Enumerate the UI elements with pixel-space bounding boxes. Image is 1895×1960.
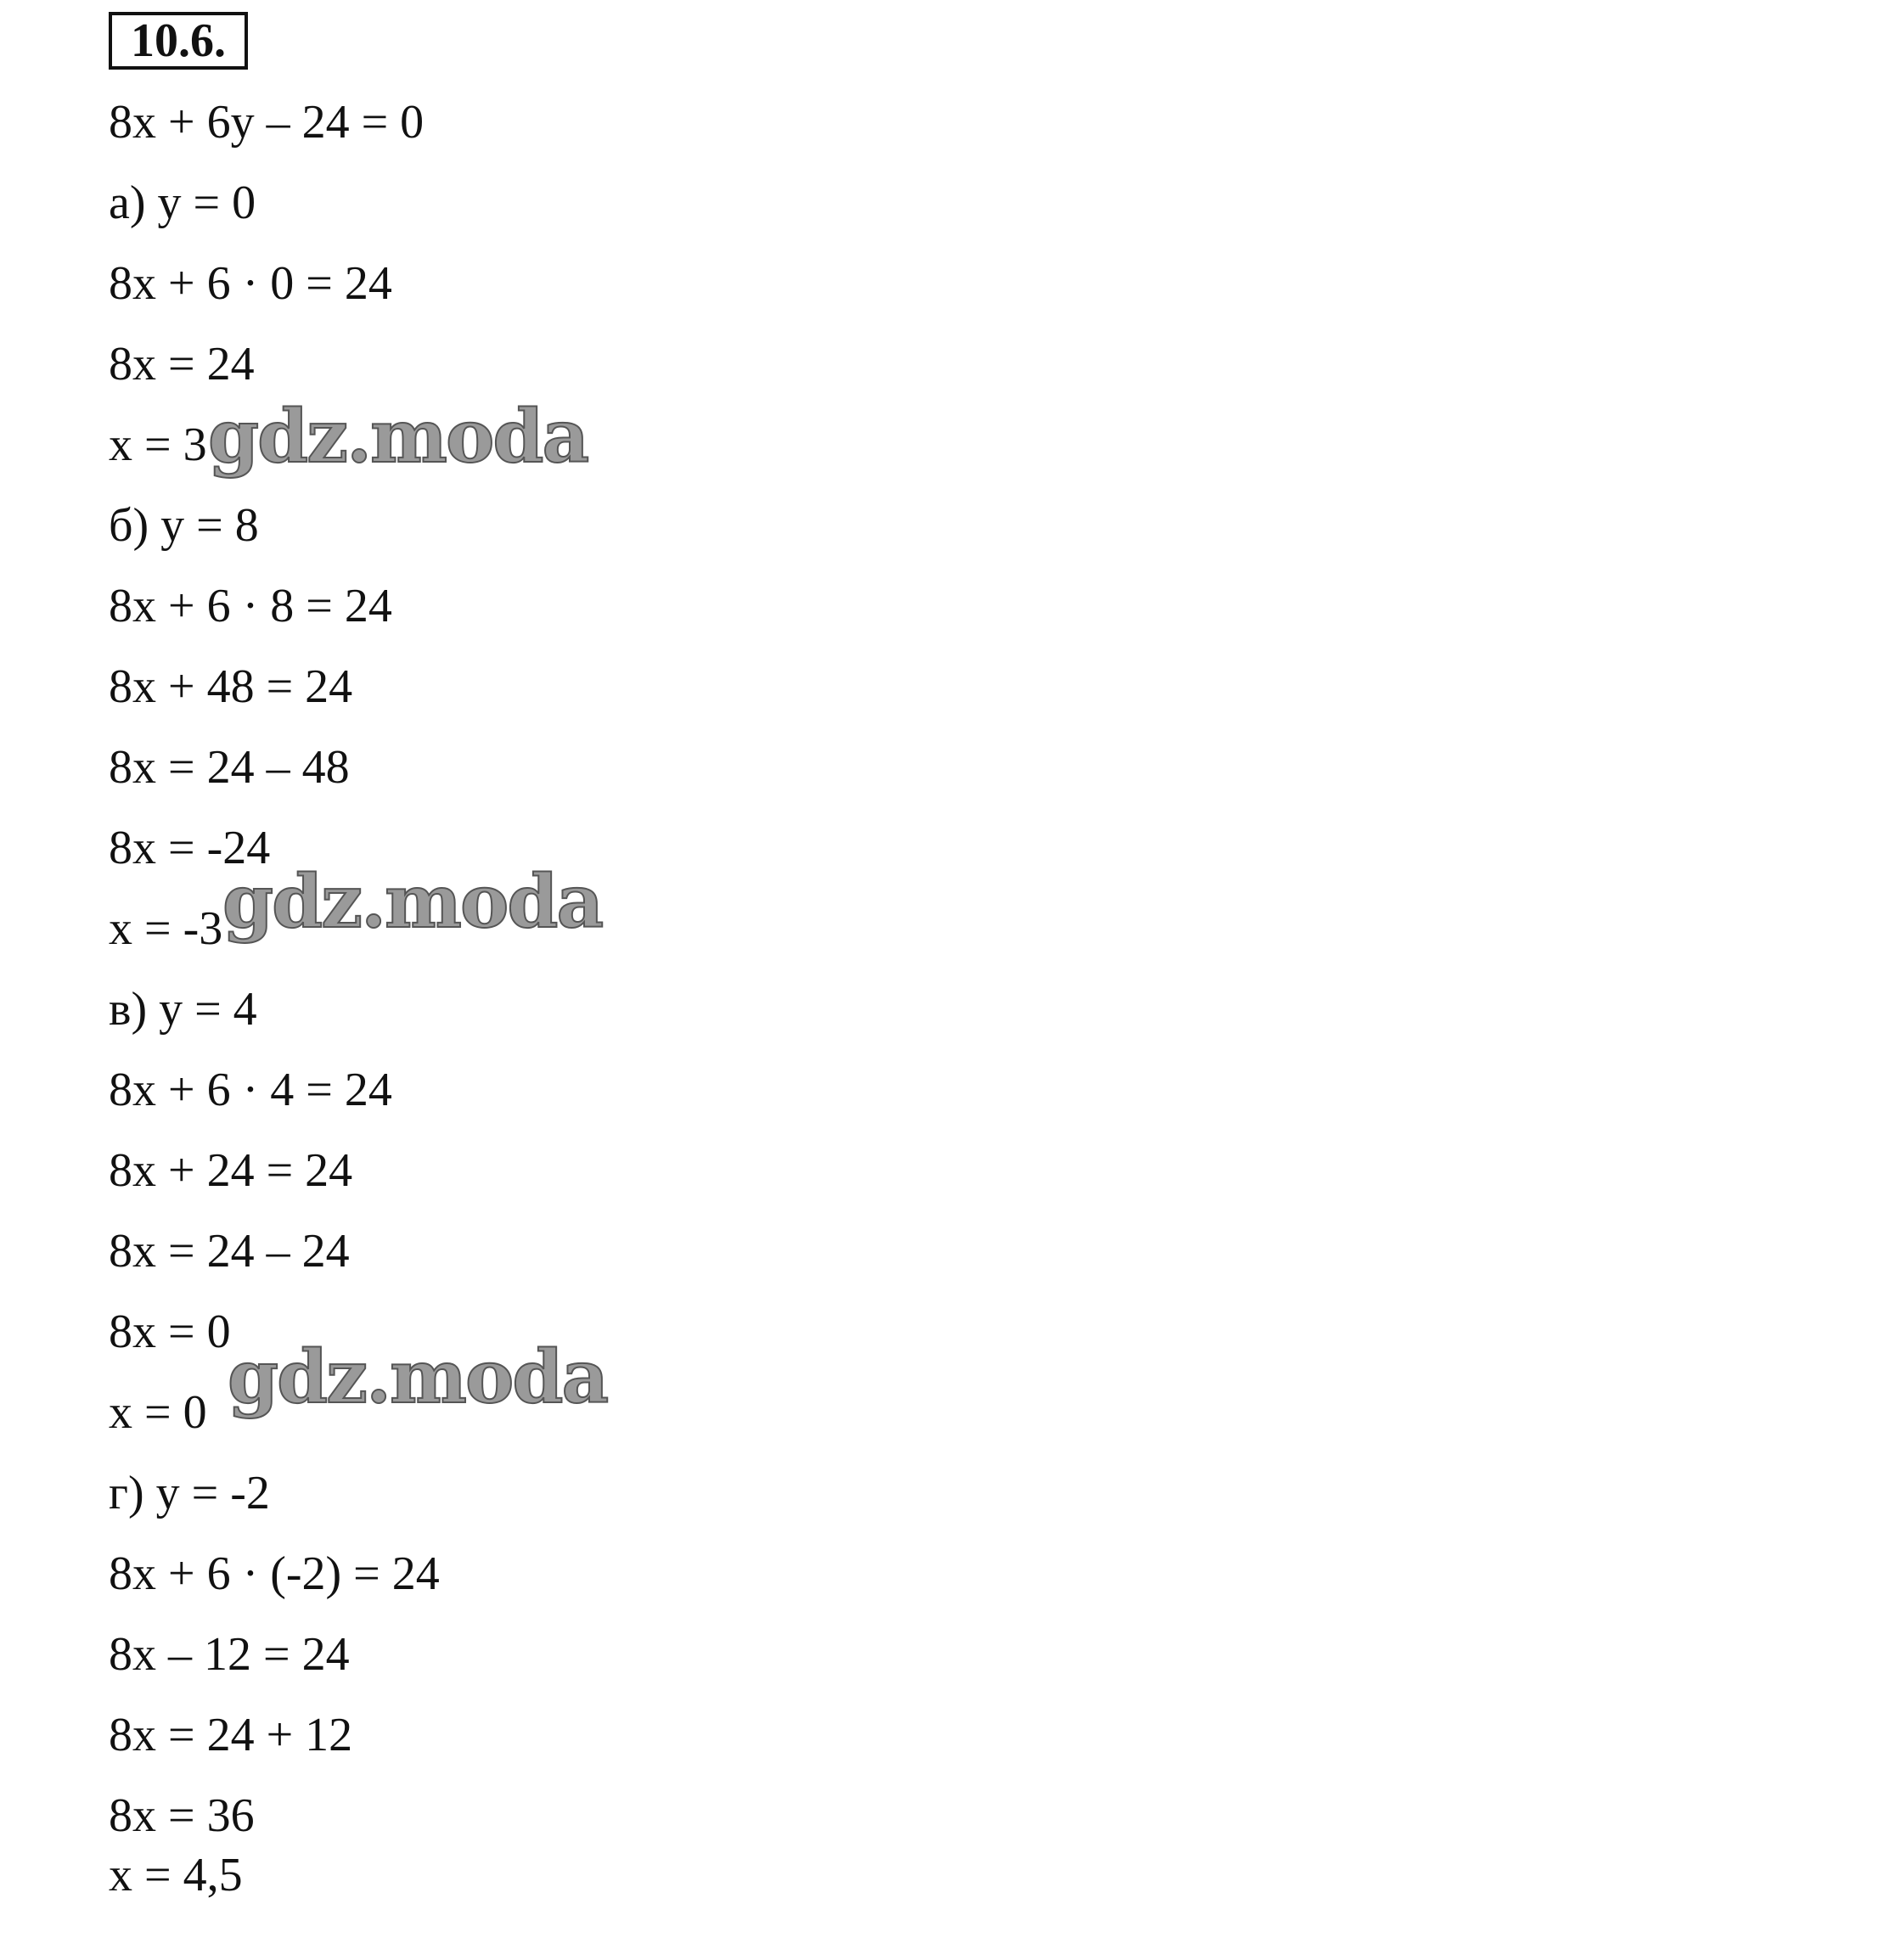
equation-line: 8x = 24 – 48 (109, 741, 350, 794)
watermark: gdz.moda (228, 1334, 608, 1420)
equation-line: 8x + 6 · (-2) = 24 (109, 1547, 440, 1600)
equation-line: 8x = 24 (109, 338, 255, 390)
equation-line: 8x + 48 = 24 (109, 660, 353, 713)
equation-line: 8x = 36 (109, 1789, 255, 1842)
equation-line: 8x – 12 = 24 (109, 1628, 350, 1681)
part-a-heading: а) y = 0 (109, 177, 256, 229)
part-v-heading: в) y = 4 (109, 983, 257, 1036)
answer-line: x = 3 (109, 418, 207, 471)
equation-line: 8x + 24 = 24 (109, 1144, 353, 1197)
equation-line: 8x = 0 (109, 1306, 231, 1358)
part-g-heading: г) y = -2 (109, 1467, 270, 1519)
part-b-heading: б) y = 8 (109, 499, 259, 552)
equation-line: 8x = 24 + 12 (109, 1709, 353, 1761)
answer-line: x = 0 (109, 1386, 207, 1439)
equation-line: 8x + 6 · 4 = 24 (109, 1064, 392, 1116)
answer-line: x = -3 (109, 902, 223, 955)
equation-line: 8x = 24 – 24 (109, 1225, 350, 1278)
equation-line: 8x + 6 · 0 = 24 (109, 257, 392, 310)
answer-line: x = 4,5 (109, 1849, 243, 1901)
watermark: gdz.moda (222, 859, 603, 945)
equation-line: 8x = -24 (109, 822, 271, 874)
problem-number: 10.6. (109, 12, 248, 70)
equation-line: 8x + 6y – 24 = 0 (109, 96, 425, 149)
equation-line: 8x + 6 · 8 = 24 (109, 580, 392, 632)
watermark: gdz.moda (208, 394, 588, 480)
